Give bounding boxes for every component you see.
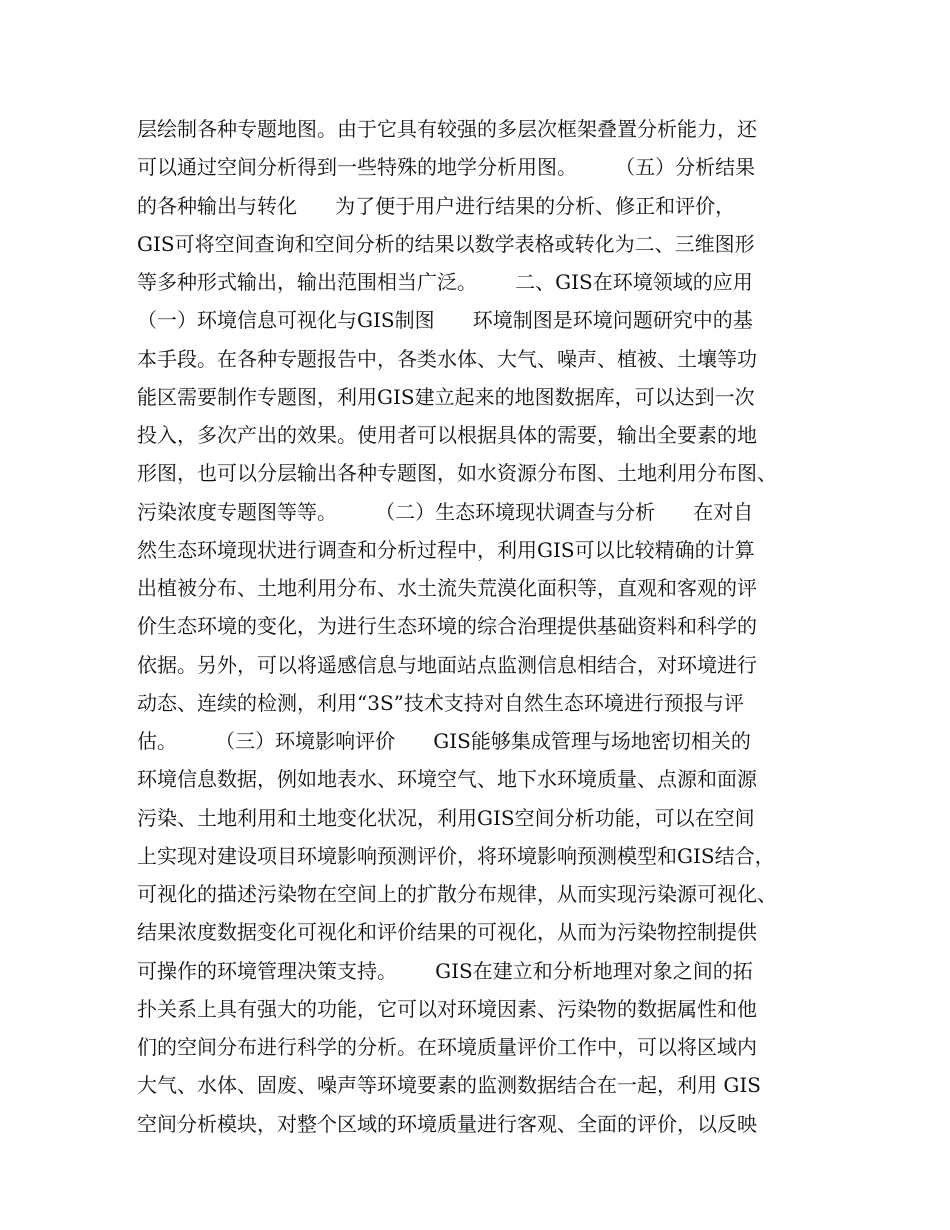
text-line: 可视化的描述污染物在空间上的扩散分布规律，从而实现污染源可视化、 <box>137 882 777 906</box>
text-line: 等多种形式输出，输出范围相当广泛。 二、GIS在环境领域的应用 <box>137 270 753 294</box>
text-line: 能区需要制作专题图，利用GIS建立起来的地图数据库，可以达到一次 <box>137 384 755 409</box>
text-line: 污染浓度专题图等等。 （二）生态环境现状调查与分析 在对自 <box>137 499 754 524</box>
text-line: 上实现对建设项目环境影响预测评价，将环境影响预测模型和GIS结合， <box>137 843 775 868</box>
text-line: 空间分析模块，对整个区域的环境质量进行客观、全面的评价，以反映 <box>137 1111 757 1136</box>
text-line: 本手段。在各种专题报告中，各类水体、大气、噪声、植被、土壤等功 <box>137 346 757 371</box>
text-line: 们的空间分布进行科学的分析。在环境质量评价工作中，可以将区域内 <box>137 1035 757 1059</box>
text-line: 的各种输出与转化 为了便于用户进行结果的分析、修正和评价， <box>137 193 736 218</box>
text-line: 估。 （三）环境影响评价 GIS能够集成管理与场地密切相关的 <box>137 729 751 753</box>
text-line: 结果浓度数据变化可视化和评价结果的可视化，从而为污染物控制提供 <box>137 920 757 945</box>
text-line: 价生态环境的变化，为进行生态环境的综合治理提供基础资料和科学的 <box>137 614 757 639</box>
text-line: 出植被分布、土地利用分布、水土流失荒漠化面积等，直观和客观的评 <box>137 576 757 600</box>
text-line: （一）环境信息可视化与GIS制图 环境制图是环境问题研究中的基 <box>137 308 753 333</box>
text-line: 层绘制各种专题地图。由于它具有较强的多层次框架叠置分析能力，还 <box>137 117 757 141</box>
text-line: 然生态环境现状进行调查和分析过程中，利用GIS可以比较精确的计算 <box>137 537 755 562</box>
text-line: 可操作的环境管理决策支持。 GIS在建立和分析地理对象之间的拓 <box>137 958 753 983</box>
text-line: 动态、连续的检测，利用“3S”技术支持对自然生态环境进行预报与评 <box>137 690 744 715</box>
text-line: GIS可将空间查询和空间分析的结果以数学表格或转化为二、三维图形 <box>137 231 755 256</box>
text-line: 可以通过空间分析得到一些特殊的地学分析用图。 （五）分析结果 <box>137 155 756 180</box>
text-line: 扑关系上具有强大的功能，它可以对环境因素、污染物的数据属性和他 <box>137 996 757 1021</box>
text-line: 环境信息数据，例如地表水、环境空气、地下水环境质量、点源和面源 <box>137 767 757 792</box>
text-line: 形图，也可以分层输出各种专题图，如水资源分布图、土地利用分布图、 <box>137 461 777 486</box>
text-line: 大气、水体、固废、噪声等环境要素的监测数据结合在一起，利用 GIS <box>137 1073 761 1098</box>
text-line: 依据。另外，可以将遥感信息与地面站点监测信息相结合，对环境进行 <box>137 652 757 677</box>
body-text <box>137 110 827 1143</box>
text-line: 污染、土地利用和土地变化状况，利用GIS空间分析功能，可以在空间 <box>137 805 755 830</box>
text-line: 投入，多次产出的效果。使用者可以根据具体的需要，输出全要素的地 <box>137 423 757 447</box>
